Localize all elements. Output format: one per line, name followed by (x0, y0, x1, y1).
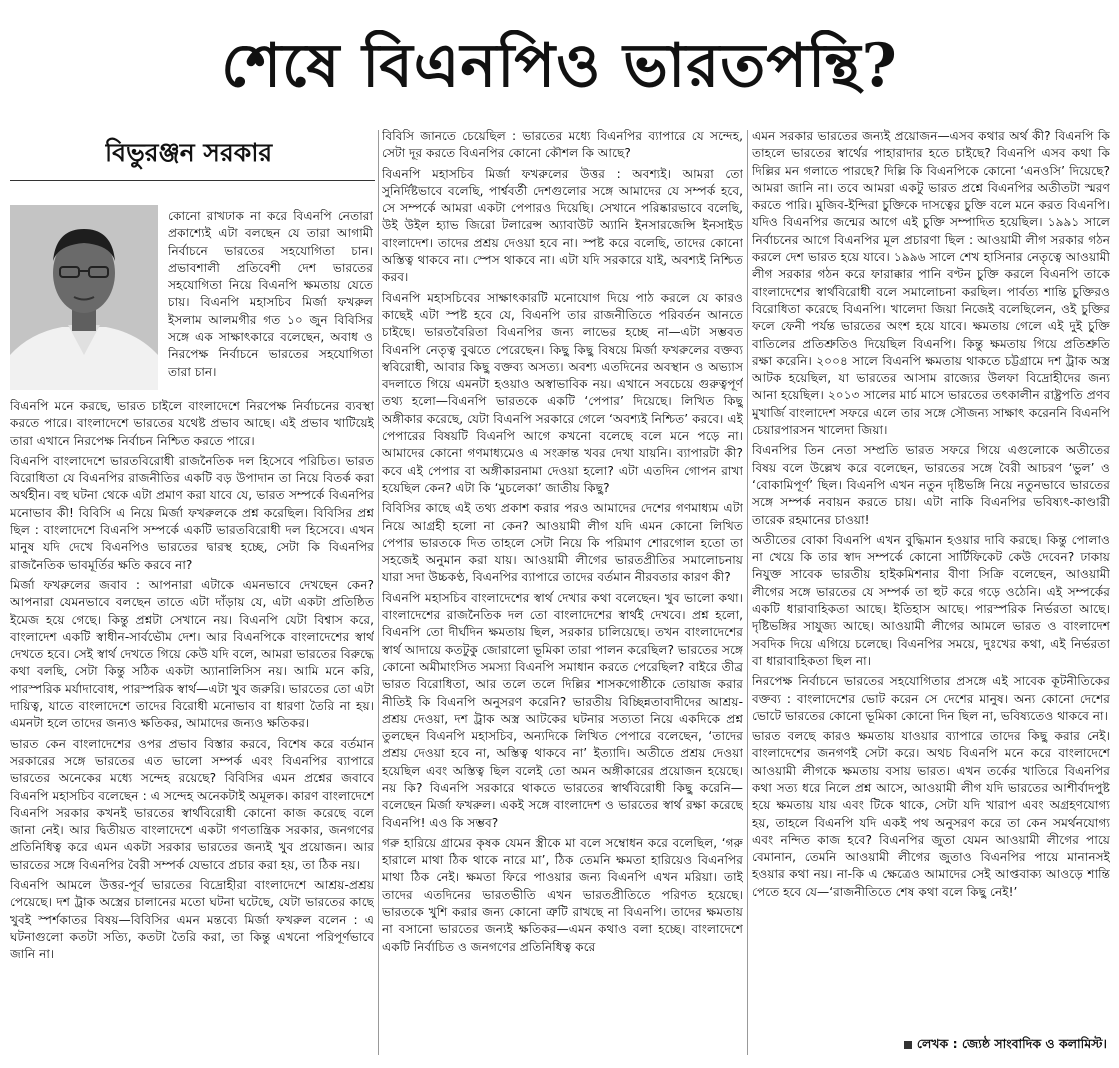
paragraph: বিএনপি বাংলাদেশে ভারতবিরোধী রাজনৈতিক দল হিসেবে পরিচিত। ভারত বিরোধিতা যে বিএনপির রাজনীতির একটি বড় উপাদান তা নিয়ে বিতর্ক করা অর্থহীন। বহু ঘটনা থেকে এটা প্রমাণ করা যাবে যে, ভারত সম্পর্কে বিএনপির মনোভাব কী! বিবিসি এ নিয়ে মির্জা ফখরুলকে প্রশ্ন করেছিল। বিবিসির প্রশ্ন ছিল : বাংলাদেশে বিএনপি সম্পর্কে একটি ভারতবিরোধী দল হিসেবে। এখন মানুষ যদি দেখে বিএনপিও ভারতের দ্বারস্থ হচ্ছে, সেটা কি বিএনপির রাজনৈতিক ভাবমূর্তির ক্ষতি করবে না? (10, 453, 374, 572)
column-1 (10, 398, 374, 1058)
paragraph: নিরপেক্ষ নির্বাচনে ভারতের সহযোগিতার প্রসঙ্গে এই সাবেক কূটনীতিকের বক্তব্য : বাংলাদেশের ভোট করেন সে দেশের মানুষ। অন্য কোনো দেশের ভোটে ভারতের কোনো ভূমিকা কোনো দিন ছিল না, ভবিষ্যতেও থাকবে না। (752, 674, 1110, 723)
column-3 (752, 128, 1110, 1033)
paragraph: বিবিসির কাছে এই তথ্য প্রকাশ করার পরও আমাদের দেশের গণমাধ্যম এটা নিয়ে আগ্রহী হলো না কেন? আওয়ামী লীগ যদি এমন কোনো লিখিত পেপার ভারতকে দিত তাহলে সেটা নিয়ে কি পরিমাণ শোরগোল হতো তা সহজেই অনুমান করা যায়। আওয়ামী লীগের ভারতপ্রীতির সমালোচনায় যারা সদা উচ্চকণ্ঠ, বিএনপির ব্যাপারে তাদের বর্তমান নীরবতার কারণ কী? (382, 501, 743, 585)
paragraph: মির্জা ফখরুলের জবাব : আপনারা এটাকে এমনভাবে দেখছেন কেন? আপনারা যেমনভাবে বলছেন তাতে এটা দাঁড়ায় যে, এটা একটা প্রতিষ্ঠিত ইমেজ হয়ে গেছে। কিন্তু প্রশ্নটা সেখানে নয়। বিএনপি যেটা বিশ্বাস করে, বাংলাদেশ একটি স্বাধীন-সার্বভৌম দেশ। আর বিএনপিকে বাংলাদেশের স্বার্থ দেখতে হবে। সেই স্বার্থ দেখতে গিয়ে কেউ যদি বলে, আমরা ভারতের বিরুদ্ধে কথা বলছি, সেটা কিন্তু সঠিক একটা অ্যানালিসিস নয়। আমি মনে করি, পারস্পরিক মর্যাদাবোধ, পারস্পরিক স্বার্থ—এটা খুব জরুরি। ভারতের তো এটা দায়িত্ব, যাতে বাংলাদেশে তাদের বিরোধী মনোভাব বা ধারণা তৈরি না হয়। এমনটা হলে তাদের জন্যও ক্ষতিকর, আমাদের জন্যও ক্ষতিকর। (10, 577, 374, 731)
byline (904, 1036, 1107, 1056)
paragraph: বিএনপির তিন নেতা সম্প্রতি ভারত সফরে গিয়ে এগুলোকে অতীতের বিষয় বলে উল্লেখ করে বলেছেন, ভারতের সঙ্গে বৈরী আচরণ ‘ভুল’ ও ‘বোকামিপূর্ণ’ ছিল। বিএনপি এখন নতুন দৃষ্টিভঙ্গি নিয়ে নতুনভাবে ভারতের সঙ্গে সম্পর্ক নবায়ন করতে চায়। এটা নাকি বিএনপির ভবিষ্যৎ-কাণ্ডারী তারেক রহমানের চাওয়া! (752, 443, 1110, 527)
headline: শেষে বিএনপিও ভারতপন্থি? (221, 31, 898, 101)
paragraph: কোনো রাখঢাক না করে বিএনপি নেতারা প্রকাশ্যেই এটা বলছেন যে তারা আগামী নির্বাচনে ভারতের সহযোগিতা চান। প্রভাবশালী প্রতিবেশী দেশ ভারতের সহযোগিতা নিয়ে বিএনপি ক্ষমতায় যেতে চায়। বিএনপি মহাসচিব মির্জা ফখরুল ইসলাম আলমগীর গত ১০ জুন বিবিসির সঙ্গে এক সাক্ষাৎকারে বলেছেন, অবাধ ও নিরপেক্ষ নির্বাচনে ভারতের সহযোগিতা তারা চান। (168, 209, 373, 379)
paragraph: বিএনপি মহাসচিব মির্জা ফখরুলের উত্তর : অবশ্যই। আমরা তো সুনির্দিষ্টভাবে বলেছি, পার্শ্ববর্তী দেশগুলোর সঙ্গে আমাদের যে সম্পর্ক হবে, সে সম্পর্কে আমরা একটা পেপারও দিয়েছি। সেখানে পরিষ্কারভাবে বলেছি, উই উইল হ্যাভ জিরো টলারেন্স অ্যাবাউট অ্যানি ইনসারজেন্সি ইনসাইড বাংলাদেশ। তাদের প্রশ্রয় দেওয়া হবে না। স্পষ্ট করে বলেছি, তাদের কোনো অস্তিত্ব থাকবে না। স্পেস থাকবে না। এটা যদি সরকারে যাই, অবশ্যই নিশ্চিত করব। (382, 166, 743, 285)
paragraph: গরু হারিয়ে গ্রামের কৃষক যেমন স্ত্রীকে মা বলে সম্বোধন করে বলেছিল, ‘গরু হারালে মাথা ঠিক থাকে নারে মা’, ঠিক তেমনি ক্ষমতা হারিয়েও বিএনপির মাথা ঠিক নেই। ক্ষমতা ফিরে পাওয়ার জন্য বিএনপি এখন মরিয়া। তাই তাদের এতদিনের ভারতভীতি এখন ভারতপ্রীতিতে পরিণত হয়েছে। ভারতকে খুশি করার জন্য কোনো ত্রুটি রাখছে না বিএনপি। তাদের ক্ষমতায় না বসানো ভারতের জন্যই ক্ষতিকর—এমন কথাও বলা হচ্ছে। বাংলাদেশে একটি নির্বাচিত ও জনগণের প্রতিনিধিত্ব করে (382, 835, 743, 954)
column-divider (378, 130, 379, 1055)
author-rule (10, 180, 375, 181)
paragraph: বিএনপি মহাসচিব বাংলাদেশের স্বার্থ দেখার কথা বলেছেন। খুব ভালো কথা। বাংলাদেশের রাজনৈতিক দল তো বাংলাদেশের স্বার্থই দেখবে। প্রশ্ন হলো, বিএনপি তো দীর্ঘদিন ক্ষমতায় ছিল, সরকার চালিয়েছে। তখন বাংলাদেশের স্বার্থ আদায়ে কতটুকু জোরালো ভূমিকা তারা পালন করেছিল? ভারতের সঙ্গে কোনো অমীমাংসিত সমস্যা বিএনপি সমাধান করতে পেরেছিল? বাইরে তীব্র ভারত বিরোধিতা, আর তলে তলে দিল্লির শাসকগোষ্ঠীকে তোয়াজ করার নীতিই কি বিএনপি অনুসরণ করেনি? ভারতীয় বিচ্ছিন্নতাবাদীদের আশ্রয়-প্রশ্রয় দেওয়া, দশ ট্রাক অস্ত্র আটকের ঘটনার সত্যতা নিয়ে একদিকে প্রশ্ন তুলছেন বিএনপি মহাসচিব, অন্যদিকে লিখিত পেপারে বলেছেন, ‘তাদের প্রশ্রয় দেওয়া হবে না, অস্তিত্ব থাকবে না’ ইত্যাদি। অতীতে প্রশ্রয় দেওয়া হয়েছিল এবং অস্তিত্ব ছিল বলেই তো অমন অঙ্গীকারের প্রয়োজন হয়েছে। নয় কি? বিএনপি সরকারে থাকতে ভারতের স্বার্থবিরোধী কিছু করেনি—বলেছেন মির্জা ফখরুল। একই সঙ্গে বাংলাদেশ ও ভারতের স্বার্থ রক্ষা করেছে বিএনপি! এও কি সম্ভব? (382, 590, 743, 830)
column-1-lead (168, 208, 373, 393)
paragraph: বিএনপি আমলে উত্তর-পূর্ব ভারতের বিদ্রোহীরা বাংলাদেশে আশ্রয়-প্রশ্রয় পেয়েছে। দশ ট্রাক অস্ত্রের চালানের মতো ঘটনা ঘটেছে, যেটা ভারতের কাছে খুবই স্পর্শকাতর বিষয়—বিবিসির এমন মন্তব্যে মির্জা ফখরুল বলেন : এ ঘটনাগুলো কতটা সত্যি, কতটা তৈরি করা, তা কিন্তু এখনো পরিপূর্ণভাবে জানি না। (10, 878, 374, 962)
paragraph: বিএনপি মহাসচিবের সাক্ষাৎকারটি মনোযোগ দিয়ে পাঠ করলে যে কারও কাছেই এটা স্পষ্ট হবে যে, বিএনপি তার রাজনীতিতে পরিবর্তন আনতে চাইছে। ভারতবৈরিতা বিএনপির জন্য লাভের হচ্ছে না—এটা সম্ভবত বিএনপি নেতৃত্ব বুঝতে পেরেছেন। কিছু কিছু বিষয়ে মির্জা ফখরুলের বক্তব্য স্ববিরোধী, আবার কিছু বক্তব্য অসত্য। অবশ্য এতদিনের অবস্থান ও অভ্যাস বদলাতে গিয়ে এমনটা হওয়াও অস্বাভাবিক নয়। এখানে সবচেয়ে গুরুত্বপূর্ণ তথ্য হলো—বিএনপি ভারতকে একটি ‘পেপার’ দিয়েছে। লিখিত কিছু অঙ্গীকার করেছে, যেটা বিএনপি সরকারে গেলে ‘অবশ্যই নিশ্চিত’ করবে। এই পেপারের বিষয়টি বিএনপি আগে কখনো বলেছে বলে মনে পড়ে না। আমাদের কোনো গণমাধ্যমেও এ সংক্রান্ত খবর দেখা যায়নি। ব্যাপারটা কী? কবে এই পেপার বা অঙ্গীকারনামা দেওয়া হলো? এটা এতদিন গোপন রাখা হয়েছিল কেন? এটা কি ‘মুচলেকা’ জাতীয় কিছু? (382, 290, 743, 495)
paragraph: বিএনপি মনে করছে, ভারত চাইলে বাংলাদেশে নিরপেক্ষ নির্বাচনের ব্যবস্থা করতে পারে। বাংলাদেশে ভারতের যথেষ্ট প্রভাব আছে। এই প্রভাব খাটিয়েই তারা এখানে নিরপেক্ষ নির্বাচন নিশ্চিত করতে পারে। (10, 399, 374, 448)
paragraph: অতীতের বোকা বিএনপি এখন বুদ্ধিমান হওয়ার দাবি করছে। কিন্তু পোলাও না খেয়ে কি তার স্বাদ সম্পর্কে কোনো সার্টিফিকেট কেউ দেবেন? ঢাকায় নিযুক্ত সাবেক ভারতীয় হাইকমিশনার বীণা সিক্রি বলেছেন, আওয়ামী লীগের সঙ্গে ভারতের যে সম্পর্ক তা হুট করে গড়ে ওঠেনি। এই সম্পর্কের একটি ধারাবাহিকতা আছে। ইতিহাস আছে। পারস্পরিক নির্ভরতা আছে। দৃষ্টিভঙ্গির সাযুজ্য আছে। আওয়ামী লীগের আমলে ভারত ও বাংলাদেশ সবদিক দিয়ে এগিয়ে চলেছে। বিএনপির সময়ে, দুঃখের কথা, এই নির্ভরতা বা ধারাবাহিকতা ছিল না। (752, 532, 1110, 668)
square-bullet-icon (904, 1041, 912, 1049)
paragraph: ভারত বলছে কারও ক্ষমতায় যাওয়ার ব্যাপারে তাদের কিছু করার নেই। বাংলাদেশের জনগণই সেটা করে। অথচ বিএনপি মনে করে বাংলাদেশে আওয়ামী লীগকে ক্ষমতায় বসায় ভারত। এখন তর্কের খাতিরে বিএনপির কথা সত্য ধরে নিলে প্রশ্ন আসে, আওয়ামী লীগ যদি ভারতের আশীর্বাদপুষ্ট হয়ে ক্ষমতায় যায় এবং টিকে থাকে, সেটা যদি খারাপ এবং অগ্রহণযোগ্য হয়, তাহলে বিএনপি যদি একই পথ অনুসরণ করে তা কেন সমর্থনযোগ্য এবং নন্দিত কাজ হবে? বিএনপির জুতা যেমন আওয়ামী লীগের পায়ে বেমানান, তেমনি আওয়ামী লীগের জুতাও বিএনপির পায়ে মানানসই হওয়ার কথা নয়। না-কি এ ক্ষেত্রেও আমাদের সেই আপ্তবাক্য আওড়ে শান্তি পেতে হবে যে—‘রাজনীতিতে শেষ কথা বলে কিছু নেই!’ (752, 729, 1110, 899)
paragraph: এমন সরকার ভারতের জন্যই প্রয়োজন—এসব কথার অর্থ কী? বিএনপি কি তাহলে ভারতের স্বার্থের পাহারাদার হতে চাইছে? বিএনপি এসব কথা কি দিল্লির মন গলাতে পারছে? দিল্লি কি বিএনপিকে কোনো ‘এনওসি’ দিয়েছে? আমরা জানি না। তবে আমরা একটু ভারত প্রশ্নে বিএনপির অতীতটা স্মরণ করতে পারি। মুজিব-ইন্দিরা চুক্তিকে দাসত্বের চুক্তি বলে মনে করত বিএনপি। যদিও বিএনপির জন্মের আগে এই চুক্তি সম্পাদিত হয়েছিল। ১৯৯১ সালে নির্বাচনের আগে বিএনপির মূল প্রচারণা ছিল : আওয়ামী লীগ সরকার গঠন করলে দেশ ভারত হয়ে যাবে। ১৯৯৬ সালে শেখ হাসিনার নেতৃত্বে আওয়ামী লীগ সরকার গঠন করে ফারাক্কার পানি বণ্টন চুক্তি করলে বিএনপি তাকে বাংলাদেশের স্বার্থবিরোধী বলে সমালোচনা করছিল। পার্বত্য শান্তি চুক্তিরও বিরোধিতা করেছে বিএনপি। খালেদা জিয়া নিজেই বলেছিলেন, ওই চুক্তির ফলে ফেনী পর্যন্ত ভারতের অংশ হয়ে যাবে। ক্ষমতায় গেলে এই দুই চুক্তি বাতিলের প্রতিশ্রুতিও দিয়েছিল বিএনপি। কিন্তু ক্ষমতায় গিয়ে প্রতিশ্রুতি রক্ষা করেনি। ২০০৪ সালে বিএনপি ক্ষমতায় থাকতে চট্টগ্রামে দশ ট্রাক অস্ত্র আটক হয়েছিল, যা ভারতের আসাম রাজ্যের উলফা বিদ্রোহীদের জন্য আনা হয়েছিল। ২০১৩ সালের মার্চ মাসে ভারতের তৎকালীন রাষ্ট্রপতি প্রণব মুখার্জি বাংলাদেশ সফরে এলে তার সঙ্গে সৌজন্য সাক্ষাৎ করেননি বিএনপি চেয়ারপারসন খালেদা জিয়া। (752, 129, 1110, 438)
column-divider (747, 130, 748, 1055)
author-photo (10, 205, 158, 390)
paragraph: বিবিসি জানতে চেয়েছিল : ভারতের মধ্যে বিএনপির ব্যাপারে যে সন্দেহ, সেটা দূর করতে বিএনপির কোনো কৌশল কি আছে? (382, 129, 743, 161)
author-photo-image (10, 205, 158, 390)
paragraph: ভারত কেন বাংলাদেশের ওপর প্রভাব বিস্তার করবে, বিশেষ করে বর্তমান সরকারের সঙ্গে ভারতের এত ভালো সম্পর্ক এবং বিএনপির ব্যাপারে ভারতের অনেকের মধ্যে সন্দেহ রয়েছে? বিবিসির এমন প্রশ্নের জবাবে বিএনপি মহাসচিব বলেছেন : এ সন্দেহ অনেকটাই অমূলক। কারণ বাংলাদেশে বিএনপি সরকার কখনই ভারতের স্বার্থবিরোধী কোনো কাজ করেছে বলে জানা নেই। আর দ্বিতীয়ত বাংলাদেশে একটা গণতান্ত্রিক সরকার, জনগণের প্রতিনিধিত্ব করে এমন একটা সরকার ভারতের জন্যই খুব প্রয়োজন। আর ভারতের সঙ্গে বিএনপির বৈরী সম্পর্ক যেভাবে প্রচার করা হয়, তা ঠিক নয়। (10, 736, 374, 872)
author-name: বিভুরঞ্জন সরকার (105, 138, 273, 167)
column-2 (382, 128, 743, 1058)
byline-text: লেখক : জ্যেষ্ঠ সাংবাদিক ও কলামিস্ট। (916, 1036, 1107, 1051)
